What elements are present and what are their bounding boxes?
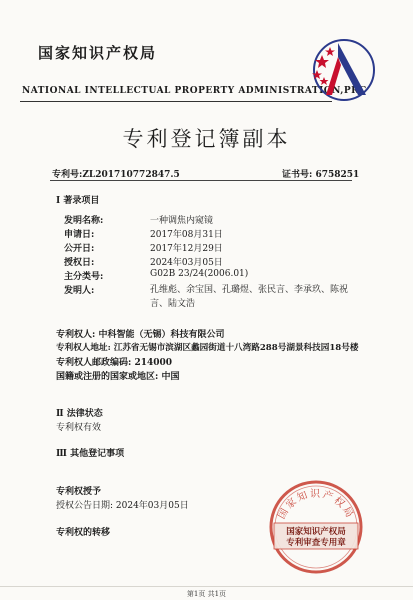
section-heading-other: Ⅲ 其他登记事项 (56, 449, 125, 459)
org-name-en: NATIONAL INTELLECTUAL PROPERTY ADMINISTRATION,PRC (22, 86, 367, 96)
patentee-country: 国籍或注册的国家或地区: 中国 (56, 372, 180, 382)
bib-label: 主分类号: (64, 272, 104, 282)
grant-announcement-date: 授权公告日期: 2024年03月05日 (56, 501, 189, 511)
legal-status-value: 专利权有效 (56, 423, 102, 433)
bib-value: 2017年08月31日 (150, 230, 223, 240)
grant-heading: 专利权授予 (56, 487, 102, 497)
page-number: 第1页 共1页 (186, 590, 227, 598)
patent-number: 专利号:ZL201710772847.5 (52, 170, 180, 180)
transfer-heading: 专利权的转移 (56, 528, 111, 538)
section-rule (50, 180, 352, 181)
header-rule (20, 101, 332, 102)
org-name-cn: 国家知识产权局 (38, 44, 158, 62)
footer-rule (0, 586, 413, 587)
section-heading-bibliographic: Ⅰ 著录项目 (56, 196, 100, 206)
bib-value: G02B 23/24(2006.01) (150, 269, 249, 279)
cnipa-logo (308, 35, 378, 105)
patentee-address: 专利权人地址: 江苏省无锡市滨湖区蠡园街道十八湾路288号湖景科技园18号楼 (56, 343, 359, 353)
bib-label: 申请日: (64, 230, 95, 240)
seal-band-line2: 专利审查专用章 (286, 538, 346, 548)
bib-value: 2017年12月29日 (150, 244, 223, 254)
section-heading-legal-status: Ⅱ 法律状态 (56, 409, 103, 419)
official-seal (268, 479, 364, 575)
bib-label: 发明名称: (64, 216, 104, 226)
bib-label: 公开日: (64, 244, 95, 254)
bib-value: 一种调焦内窥镜 (150, 216, 214, 226)
document-title: 专利登记簿副本 (122, 127, 291, 151)
bib-label: 授权日: (64, 258, 95, 268)
bib-value: 孔维彪、余宝国、孔璐煜、张民言、李承玖、陈祝言、陆文浩 (150, 285, 349, 309)
certificate-number: 证书号: 6758251 (282, 170, 360, 180)
bib-value: 2024年03月05日 (150, 258, 223, 268)
patentee-postcode: 专利权人邮政编码: 214000 (56, 358, 173, 368)
seal-band-line1: 国家知识产权局 (286, 527, 346, 537)
patentee: 专利权人: 中科智能（无锡）科技有限公司 (56, 330, 225, 340)
seal-arc-text: 国家知识产权局 (276, 489, 356, 522)
bib-label: 发明人: (64, 286, 95, 296)
